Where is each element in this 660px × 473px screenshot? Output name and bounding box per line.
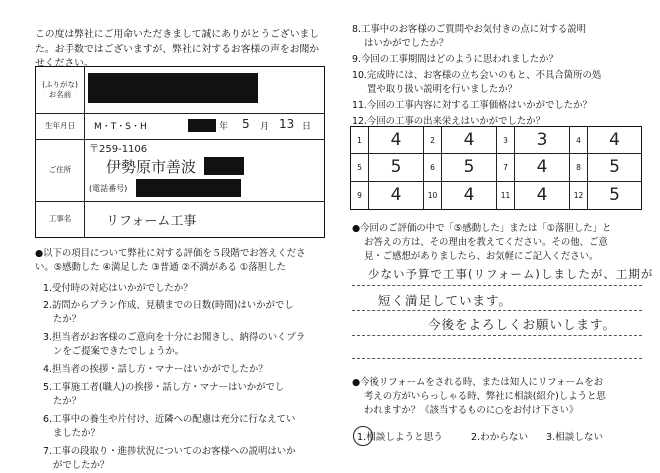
rating-value[interactable]: 4 — [515, 182, 570, 209]
year-label: 年 — [219, 122, 229, 132]
question-2-cont: たか？ — [53, 314, 82, 325]
rating-number: 8 — [570, 154, 588, 181]
redacted-phone — [136, 179, 241, 197]
address-label — [36, 139, 85, 201]
rating-number: 11 — [497, 182, 515, 209]
month-label: 月 — [260, 122, 270, 132]
question-2: 2.訪問からプラン作成、見積までの日数(時間)はいかがでし — [43, 300, 294, 311]
customer-info-table — [35, 66, 325, 238]
question-3-cont: ンをご提案できたでしょうか。 — [53, 346, 185, 357]
comment-handwritten-2: 短く満足しています。 — [378, 293, 513, 308]
rating-number: 2 — [424, 127, 442, 154]
question-3: 3.担当者がお客様のご意向を十分にお聞きし、納得のいくプラ — [43, 332, 306, 343]
question-6-cont: ましたか？ — [53, 428, 100, 439]
day-label: 日 — [302, 122, 312, 132]
rating-value[interactable]: 5 — [609, 185, 620, 206]
rating-number: 12 — [570, 182, 588, 209]
rating-value[interactable]: 4 — [442, 182, 497, 209]
comment-prompt-line: ●今回のご評価の中で「⑤感動した」または「①落胆した」と — [352, 223, 612, 234]
comment-handwritten-1: 少ない予算で工事(リフォーム)しましたが、工期が — [368, 267, 654, 281]
question-12: 12.今回の工事の出来栄えはいかがでしたか？ — [352, 116, 546, 127]
rating-value[interactable]: 4 — [369, 127, 424, 154]
question-4: 4.担当者の挨拶・話し方・マナーはいかがでしたか？ — [43, 364, 268, 375]
referral-prompt-line: われますか？《該当するものに○をお付け下さい》 — [364, 405, 579, 416]
work-name: リフォーム工事 — [106, 214, 197, 229]
rating-number: 3 — [497, 127, 515, 154]
postal-code: 〒259-1106 — [89, 144, 148, 155]
rating-value[interactable]: 3 — [515, 127, 570, 154]
intro-line: この度は弊社にご用命いただきまして誠にありがとうございまし — [35, 29, 320, 40]
work-label: 工事名 — [36, 201, 85, 237]
question-7-cont: がでしたか？ — [53, 460, 110, 471]
phone-label: (電話番号) — [89, 184, 128, 193]
rating-value[interactable]: 4 — [515, 154, 570, 181]
question-8: 8.工事中のお客様のご質問やお気付きの点に対する説明 — [352, 24, 586, 35]
redacted-address — [204, 157, 244, 175]
dob-month: 5 — [242, 117, 250, 131]
rating-number: 1 — [351, 127, 369, 154]
referral-prompt-line: ●今後リフォームをされる時、または知人にリフォームをお — [352, 377, 603, 388]
rating-value[interactable]: 5 — [369, 154, 424, 181]
rating-grid — [350, 126, 642, 210]
referral-option-1[interactable]: 1.相談しようと思う — [357, 432, 443, 443]
name-label-text: お名前 — [48, 90, 72, 99]
question-1: 1.受付時の対応はいかがでしたか？ — [43, 283, 193, 294]
rating-value[interactable]: 5 — [588, 154, 641, 181]
comment-handwritten-3: 今後をよろしくお願いします。 — [428, 317, 617, 332]
referral-prompt-line: 考えの方がいらっしゃる時、弊社に相談(紹介)しようと思 — [364, 391, 606, 402]
rating-number: 7 — [497, 154, 515, 181]
address-handwritten: 伊勢原市善波 — [106, 158, 197, 176]
question-8-cont: はいかがでしたか？ — [364, 38, 449, 49]
rating-number: 4 — [570, 127, 588, 154]
address-label-text: ご住所 — [48, 165, 72, 174]
dashed-line — [352, 310, 642, 311]
intro-line: せください。 — [35, 58, 94, 69]
redacted-year — [188, 119, 216, 132]
question-10: 10.完成時には、お客様の立ち会いのもと、不具合箇所の処 — [352, 70, 602, 81]
rating-number: 10 — [424, 182, 442, 209]
question-7: 7.工事の段取り・進捗状況についてのお客様への説明はいか — [43, 446, 296, 457]
address-row — [36, 139, 324, 202]
question-5: 5.工事施工者(職人)の挨拶・話し方・マナーはいかがでし — [43, 382, 285, 393]
dob-day: 13 — [279, 117, 295, 131]
work-row — [36, 201, 324, 237]
rating-value[interactable]: 4 — [369, 182, 424, 209]
intro-line: た。お手数ではございますが、弊社に対するお客様の声をお聞か — [35, 43, 320, 55]
dashed-line — [352, 358, 642, 359]
question-11: 11.今回の工事内容に対する工事価格はいかがでしたか？ — [352, 100, 592, 111]
name-label — [36, 67, 85, 113]
rating-value[interactable]: 5 — [442, 154, 497, 181]
rating-number: 6 — [424, 154, 442, 181]
referral-option-3[interactable]: 3.相談しない — [546, 432, 604, 443]
rating-value[interactable]: 4 — [588, 127, 641, 154]
intro-text — [35, 28, 335, 72]
referral-prompt — [352, 376, 606, 418]
dob-era: M・T・S・H — [94, 122, 147, 132]
question-9: 9.今回の工事期間はどのように思われましたか？ — [352, 54, 558, 65]
question-5-cont: たか？ — [53, 396, 82, 407]
rating-value[interactable]: 4 — [442, 127, 497, 154]
question-10-cont: 置や取り扱い説明を行いましたか？ — [367, 84, 518, 95]
name-row — [36, 67, 324, 114]
dob-row — [36, 113, 324, 140]
dashed-line — [352, 285, 642, 286]
furigana-label: (ふりがな) — [42, 80, 78, 89]
rating-scale: い。⑤感動した ④満足した ③普通 ②不満がある ①落胆した — [35, 262, 286, 273]
comment-prompt — [352, 222, 611, 264]
dob-label: 生年月日 — [36, 113, 85, 139]
comment-prompt-line: お答えの方は、その理由を教えてください。その他、ご意 — [364, 237, 608, 248]
comment-prompt-line: 見・ご感想がありましたら、お気軽にご記入ください。 — [364, 251, 599, 262]
referral-option-2[interactable]: 2.わからない — [471, 432, 529, 443]
rating-number: 5 — [351, 154, 369, 181]
rating-number: 9 — [351, 182, 369, 209]
question-6: 6.工事中の養生や片付け、近隣への配慮は充分に行なえてい — [43, 414, 296, 425]
redacted-name — [88, 73, 258, 103]
rating-instructions: ●以下の項目について弊社に対する評価を５段階でお答えくださ — [35, 248, 306, 259]
dashed-line — [352, 335, 642, 336]
